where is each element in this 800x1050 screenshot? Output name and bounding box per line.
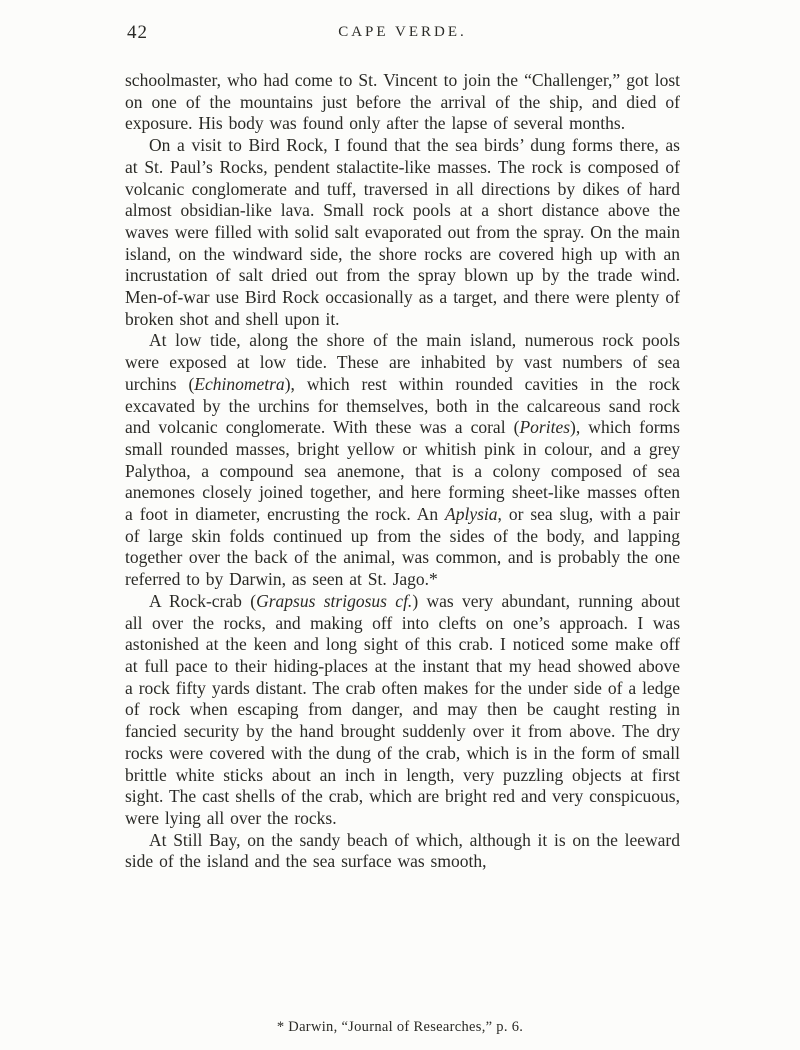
- italic-term: Porites: [519, 417, 571, 438]
- paragraph: schoolmaster, who had come to St. Vincent to join the “Challenger,” got lost on one of the mountains just before the arrival of the ship, and died of exposure. His body was found only after the lapse of several months.: [125, 70, 680, 134]
- italic-term: Echinometra: [194, 373, 285, 394]
- page-number: 42: [127, 22, 148, 43]
- italic-term: Aplysia: [445, 504, 498, 525]
- paragraph: At low tide, along the shore of the main island, numerous rock pools were exposed at low tide. These are inhabited by vast numbers of sea urchins (Echinometra), which rest within rounded cavities in the rock excavated by the urchins for themselves, both in the calcareous sand rock and volcanic conglomerate. With these was a coral (Porites), which forms small rounded masses, bright yellow or whitish pink in colour, and a grey Palythoa, a compound sea anemone, that is a colony composed of sea anemones closely joined together, and here forming sheet-like masses often a foot in diameter, encrusting the rock. An Aplysia, or sea slug, with a pair of large skin folds continued up from the sides of the body, and lapping together over the back of the animal, was common, and is probably the one referred to by Darwin, as seen at St. Jago.*: [125, 330, 680, 590]
- running-header: [125, 22, 680, 50]
- page-body: [125, 70, 680, 873]
- paragraph: At Still Bay, on the sandy beach of which, although it is on the leeward side of the island and the sea surface was smooth,: [125, 829, 680, 872]
- paragraph: A Rock-crab (Grapsus strigosus cf.) was very abundant, running about all over the rocks, and making off into clefts on one’s approach. I was astonished at the keen and long sight of this crab. I noticed some make off at full pace to their hiding-places at the instant that my head showed above a rock fifty yards distant. The crab often makes for the under side of a ledge of rock when escaping from danger, and may then be caught resting in fancied security by the hand brought suddenly over it from above. The dry rocks were covered with the dung of the crab, which is in the form of small brittle white sticks about an inch in length, very puzzling objects at first sight. The cast shells of the crab, which are bright red and very conspicuous, were lying all over the rocks.: [125, 590, 681, 828]
- italic-term: Grapsus strigosus cf.: [256, 590, 413, 611]
- paragraph: On a visit to Bird Rock, I found that the sea birds’ dung forms there, as at St. Paul’s Rocks, pendent stalactite-like masses. The rock is composed of volcanic conglomerate and tuff, traversed in all directions by dikes of hard almost obsidian-like lava. Small rock pools at a short distance above the waves were filled with solid salt evaporated out from the spray. On the main island, on the windward side, the shore rocks are covered high up with an incrustation of salt dried out from the spray blown up by the trade wind. Men-of-war use Bird Rock occasionally as a target, and there were plenty of broken shot and shell upon it.: [125, 135, 680, 329]
- running-head-title: CAPE VERDE.: [338, 24, 467, 40]
- footnote: * Darwin, “Journal of Researches,” p. 6.: [276, 1019, 524, 1035]
